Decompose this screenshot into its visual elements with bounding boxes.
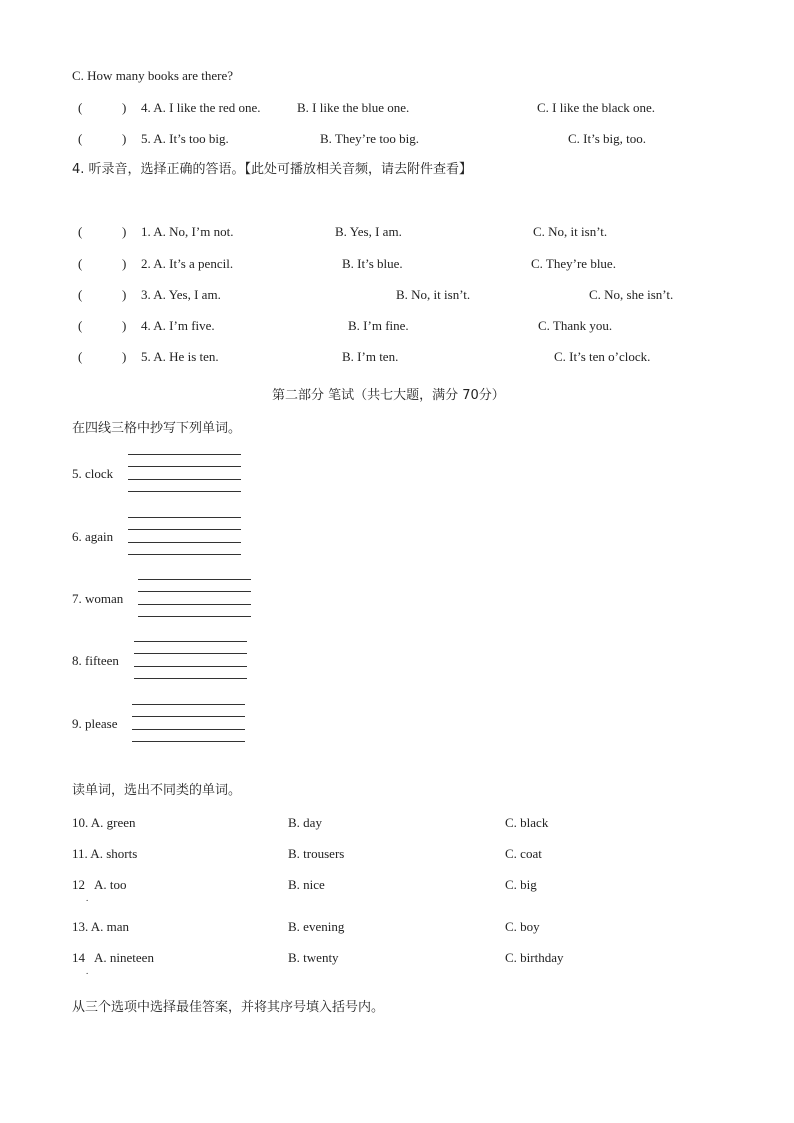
option-c: C. No, it isn’t. — [533, 224, 608, 239]
option-c: C. It’s ten o’clock. — [554, 349, 651, 364]
option-b: B. I’m ten. — [342, 349, 399, 364]
option-c: C. No, she isn’t. — [589, 287, 674, 302]
four-line-grid[interactable] — [128, 517, 241, 557]
copy-word: 6. again — [72, 529, 114, 544]
option-c: C. black — [505, 815, 549, 830]
option-c: C. boy — [505, 919, 540, 934]
choose-instruction: 从三个选项中选择最佳答案，并将其序号填入括号内。 — [72, 1000, 385, 1015]
option-c: C. coat — [505, 846, 542, 861]
answer-paren-open[interactable]: ( — [78, 287, 83, 302]
answer-paren-close: ) — [122, 349, 127, 364]
option-c: C. Thank you. — [538, 318, 613, 333]
answer-paren-open[interactable]: ( — [78, 256, 83, 271]
odd-word-instruction: 读单词，选出不同类的单词。 — [72, 783, 242, 798]
option-a: 3. A. Yes, I am. — [141, 287, 221, 302]
answer-paren-open[interactable]: ( — [78, 100, 83, 115]
stray-dot: . — [86, 966, 89, 976]
answer-paren-open[interactable]: ( — [78, 318, 83, 333]
question-3c-text: C. How many books are there? — [72, 68, 234, 83]
option-a: 5. A. He is ten. — [141, 349, 219, 364]
option-a: 4. A. I’m five. — [141, 318, 215, 333]
four-line-grid[interactable] — [138, 579, 251, 619]
copy-word: 7. woman — [72, 591, 124, 606]
option-b: B. No, it isn’t. — [396, 287, 471, 302]
answer-paren-close: ) — [122, 256, 127, 271]
option-c: C. I like the black one. — [537, 100, 656, 115]
part-2-heading: 第二部分 笔试（共七大题，满分 70分） — [272, 388, 505, 403]
four-line-grid[interactable] — [128, 454, 241, 494]
option-b: B. evening — [288, 919, 345, 934]
option-b: B. Yes, I am. — [335, 224, 402, 239]
answer-paren-open[interactable]: ( — [78, 349, 83, 364]
copy-word: 5. clock — [72, 466, 114, 481]
option-b: B. trousers — [288, 846, 345, 861]
option-b: B. I’m fine. — [348, 318, 409, 333]
stray-dot: . — [86, 893, 89, 903]
option-c: C. big — [505, 877, 537, 892]
option-a: 10. A. green — [72, 815, 136, 830]
answer-paren-close: ) — [122, 224, 127, 239]
option-b: B. I like the blue one. — [297, 100, 410, 115]
option-c: C. birthday — [505, 950, 564, 965]
option-a: 2. A. It’s a pencil. — [141, 256, 234, 271]
option-b: B. They’re too big. — [320, 131, 420, 146]
section-4-title: 4. 听录音，选择正确的答语。【此处可播放相关音频，请去附件查看】 — [72, 162, 473, 177]
answer-paren-close: ) — [122, 100, 127, 115]
option-b: B. twenty — [288, 950, 339, 965]
copy-instruction: 在四线三格中抄写下列单词。 — [72, 421, 242, 436]
answer-paren-open[interactable]: ( — [78, 131, 83, 146]
four-line-grid[interactable] — [134, 641, 247, 681]
option-b: B. It’s blue. — [342, 256, 403, 271]
option-b: B. day — [288, 815, 322, 830]
option-a: 14 A. nineteen — [72, 950, 154, 965]
option-b: B. nice — [288, 877, 325, 892]
answer-paren-close: ) — [122, 318, 127, 333]
option-a: 4. A. I like the red one. — [141, 100, 261, 115]
option-a: 12 A. too — [72, 877, 127, 892]
option-a: 1. A. No, I’m not. — [141, 224, 234, 239]
answer-paren-close: ) — [122, 287, 127, 302]
option-a: 5. A. It’s too big. — [141, 131, 229, 146]
option-c: C. They’re blue. — [531, 256, 616, 271]
option-c: C. It’s big, too. — [568, 131, 647, 146]
answer-paren-close: ) — [122, 131, 127, 146]
option-a: 13. A. man — [72, 919, 130, 934]
option-a: 11. A. shorts — [72, 846, 138, 861]
copy-word: 8. fifteen — [72, 653, 119, 668]
copy-word: 9. please — [72, 716, 118, 731]
four-line-grid[interactable] — [132, 704, 245, 744]
answer-paren-open[interactable]: ( — [78, 224, 83, 239]
